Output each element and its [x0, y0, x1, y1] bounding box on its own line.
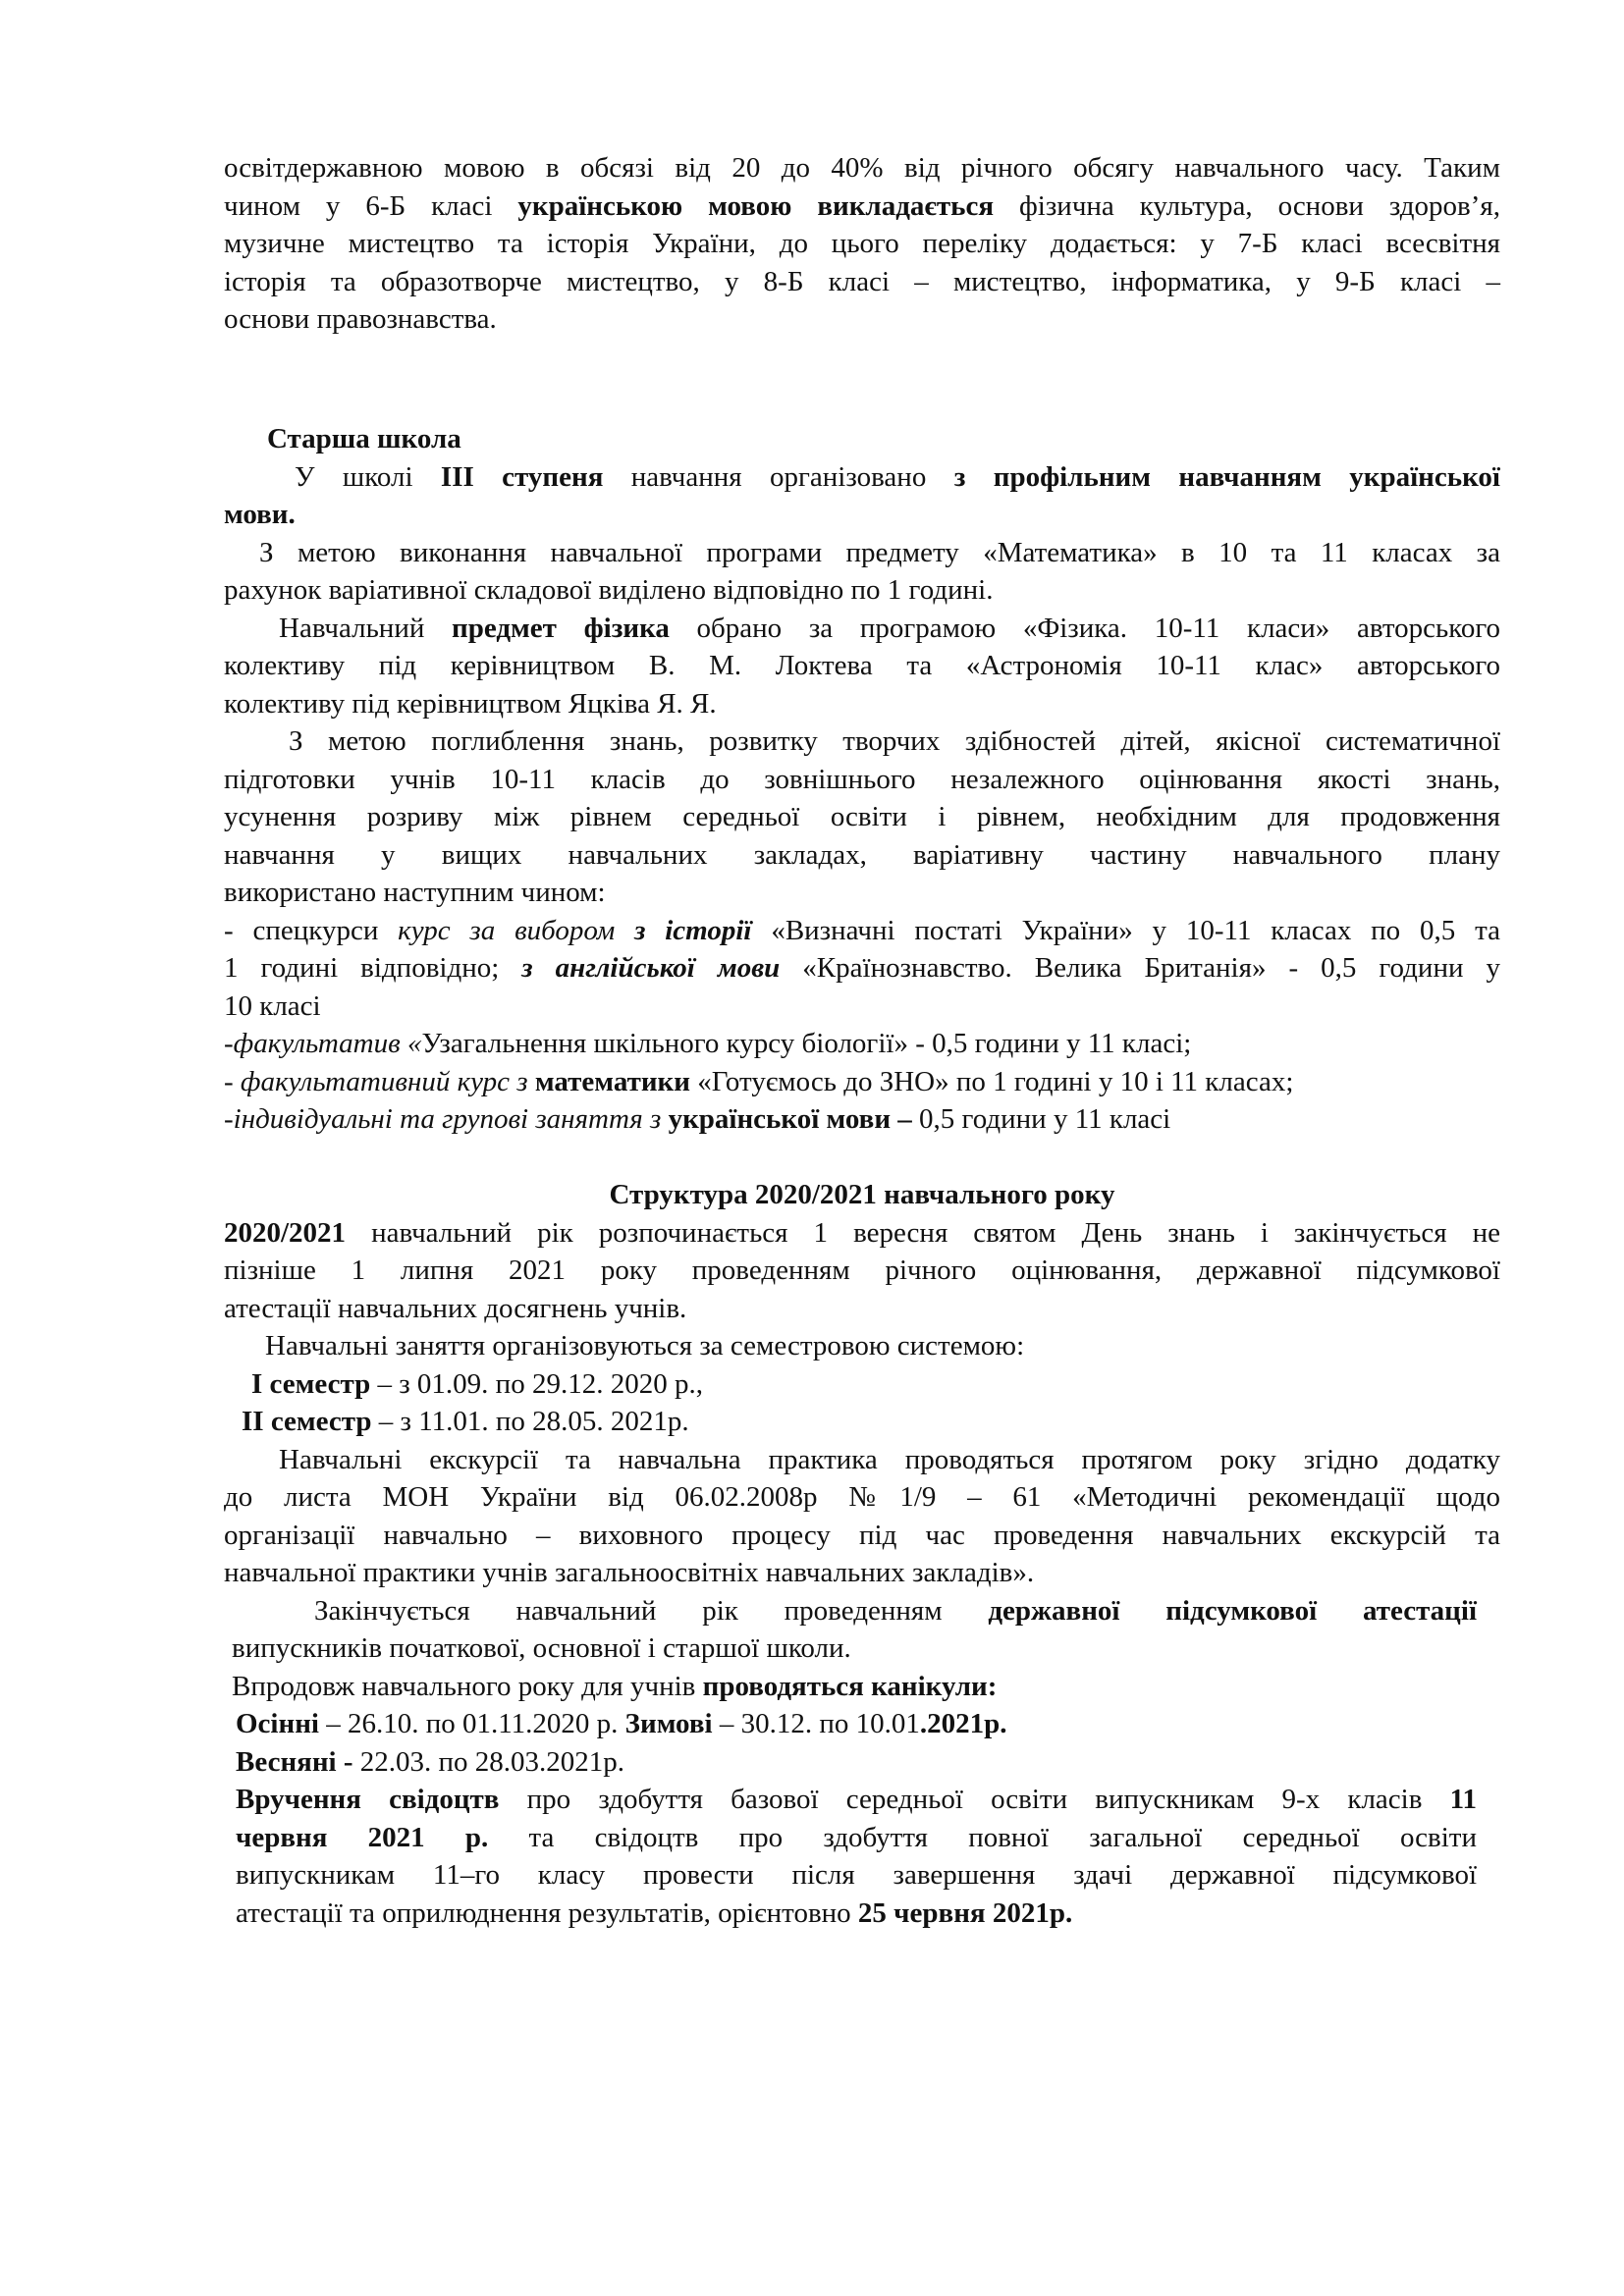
structure-p1-line-1: 2020/2021 навчальний рік розпочинається 1 вересня святом День знань і закінчується не — [224, 1216, 1500, 1249]
intro-line-2: чином у 6-Б класі українською мовою викладається фізична культура, основи здоров’я, — [224, 189, 1500, 222]
senior-school-title: Старша школа — [267, 423, 461, 454]
certificates-line-4: атестації та оприлюднення результатів, орієнтовно 25 червня 2021р. — [236, 1896, 1073, 1929]
intro-line-3: музичне мистецтво та історія України, до цього переліку додається: у 7-Б класі всесвітня — [224, 228, 1500, 259]
certificates-line-1: Вручення свідоцтв про здобуття базової середньої освіти випускникам 9-х класів 11 — [236, 1784, 1477, 1815]
structure-p1-line-3: атестації навчальних досягнень учнів. — [224, 1292, 687, 1324]
specourse-line-2: 1 годині відповідно; з англійської мови «Країнознавство. Велика Британія» - 0,5 години у — [224, 952, 1500, 984]
senior-school-section — [224, 420, 1500, 1139]
senior-p4-line-3: усунення розриву між рівнем середньої освіти і рівнем, необхідним для продовження — [224, 801, 1500, 832]
specourse-line-3: 10 класі — [224, 989, 321, 1022]
individual-lessons-line: -індивідуальні та групові заняття з української мови – 0,5 години у 11 класі — [224, 1103, 1171, 1135]
year-structure-section — [224, 1176, 1500, 1932]
holidays-autumn-winter-line: Осінні – 26.10. по 01.11.2020 р. Зимові – 30.12. по 10.01.2021р. — [236, 1708, 1007, 1739]
elective-math-line: - факультативний курс з математики «Готуємось до ЗНО» по 1 годині у 10 і 11 класах; — [224, 1065, 1294, 1097]
structure-p3-line-2: до листа МОН України від 06.02.2008р №1/9 – 61 «Методичні рекомендації щодо — [224, 1481, 1500, 1513]
intro-line-4: історія та образотворче мистецтво, у 8-Б класі – мистецтво, інформатика, у 9-Б класі – — [224, 265, 1500, 297]
year-structure-title: Структура 2020/2021 навчального року — [609, 1179, 1115, 1210]
certificates-line-2: червня 2021 р. та свідоцтв про здобуття повної загальної середньої освіти — [236, 1821, 1477, 1853]
structure-p4-line-1: Закінчується навчальний рік проведенням державної підсумкової атестації — [314, 1594, 1477, 1627]
holidays-spring-line: Весняні - 22.03. по 28.03.2021р. — [236, 1745, 625, 1778]
senior-p4-line-2: підготовки учнів 10-11 класів до зовнішнього незалежного оцінювання якості знань, — [224, 763, 1500, 795]
semester-2-line: ІІ семестр – з 11.01. по 28.05. 2021р. — [242, 1406, 689, 1437]
certificates-line-3: випускникам 11–го класу провести після завершення здачі державної підсумкової — [236, 1859, 1477, 1891]
structure-p1-line-2: пізніше 1 липня 2021 року проведенням річного оцінювання, державної підсумкової — [224, 1255, 1500, 1286]
intro-line-1: освітдержавною мовою в обсязі від 20 до 40% від річного обсягу навчального часу. Таким — [224, 152, 1500, 184]
senior-p4-line-5: використано наступним чином: — [224, 877, 606, 908]
specourse-line-1: - спецкурси курс за вибором з історії «Визначні постаті України» у 10-11 класах по 0,5 та — [224, 914, 1500, 946]
senior-p2-line-2: рахунок варіативної складової виділено відповідно по 1 годині. — [224, 574, 994, 606]
structure-p3-line-3: організації навчально – виховного процесу під час проведення навчальних екскурсій та — [224, 1519, 1500, 1551]
senior-p1-line-1: У школі ІІІ ступеня навчання організовано з профільним навчанням української — [295, 460, 1500, 493]
senior-p3-line-2: колективу під керівництвом В. М. Локтева та «Астрономія 10-11 клас» авторського — [224, 650, 1500, 681]
holidays-intro-line: Впродовж навчального року для учнів проводяться канікули: — [232, 1670, 998, 1702]
senior-p3-line-1: Навчальний предмет фізика обрано за програмою «Фізика. 10-11 класи» авторського — [279, 612, 1501, 644]
intro-line-5: основи правознавства. — [224, 303, 497, 335]
senior-p1-line-2: мови. — [224, 499, 296, 530]
structure-p4-line-2: випускників початкової, основної і старшої школи. — [232, 1632, 851, 1664]
senior-p4-line-4: навчання у вищих навчальних закладах, варіативну частину навчального плану — [224, 838, 1500, 871]
senior-p2-line-1: З метою виконання навчальної програми предмету «Математика» в 10 та 11 класах за — [259, 536, 1500, 568]
semester-1-line: І семестр – з 01.09. по 29.12. 2020 р., — [251, 1367, 703, 1400]
structure-p2: Навчальні заняття організовуються за семестровою системою: — [265, 1330, 1025, 1362]
elective-biology-line: -факультатив «Узагальнення шкільного курсу біології» - 0,5 години у 11 класі; — [224, 1028, 1192, 1059]
intro-paragraph — [224, 149, 1500, 339]
structure-p3-line-4: навчальної практики учнів загальноосвітніх навчальних закладів». — [224, 1557, 1035, 1588]
senior-p4-line-1: З метою поглиблення знань, розвитку творчих здібностей дітей, якісної систематичної — [289, 725, 1500, 757]
structure-p3-line-1: Навчальні екскурсії та навчальна практика проводяться протягом року згідно додатку — [279, 1443, 1500, 1475]
senior-p3-line-3: колективу під керівництвом Яцківа Я. Я. — [224, 687, 717, 720]
